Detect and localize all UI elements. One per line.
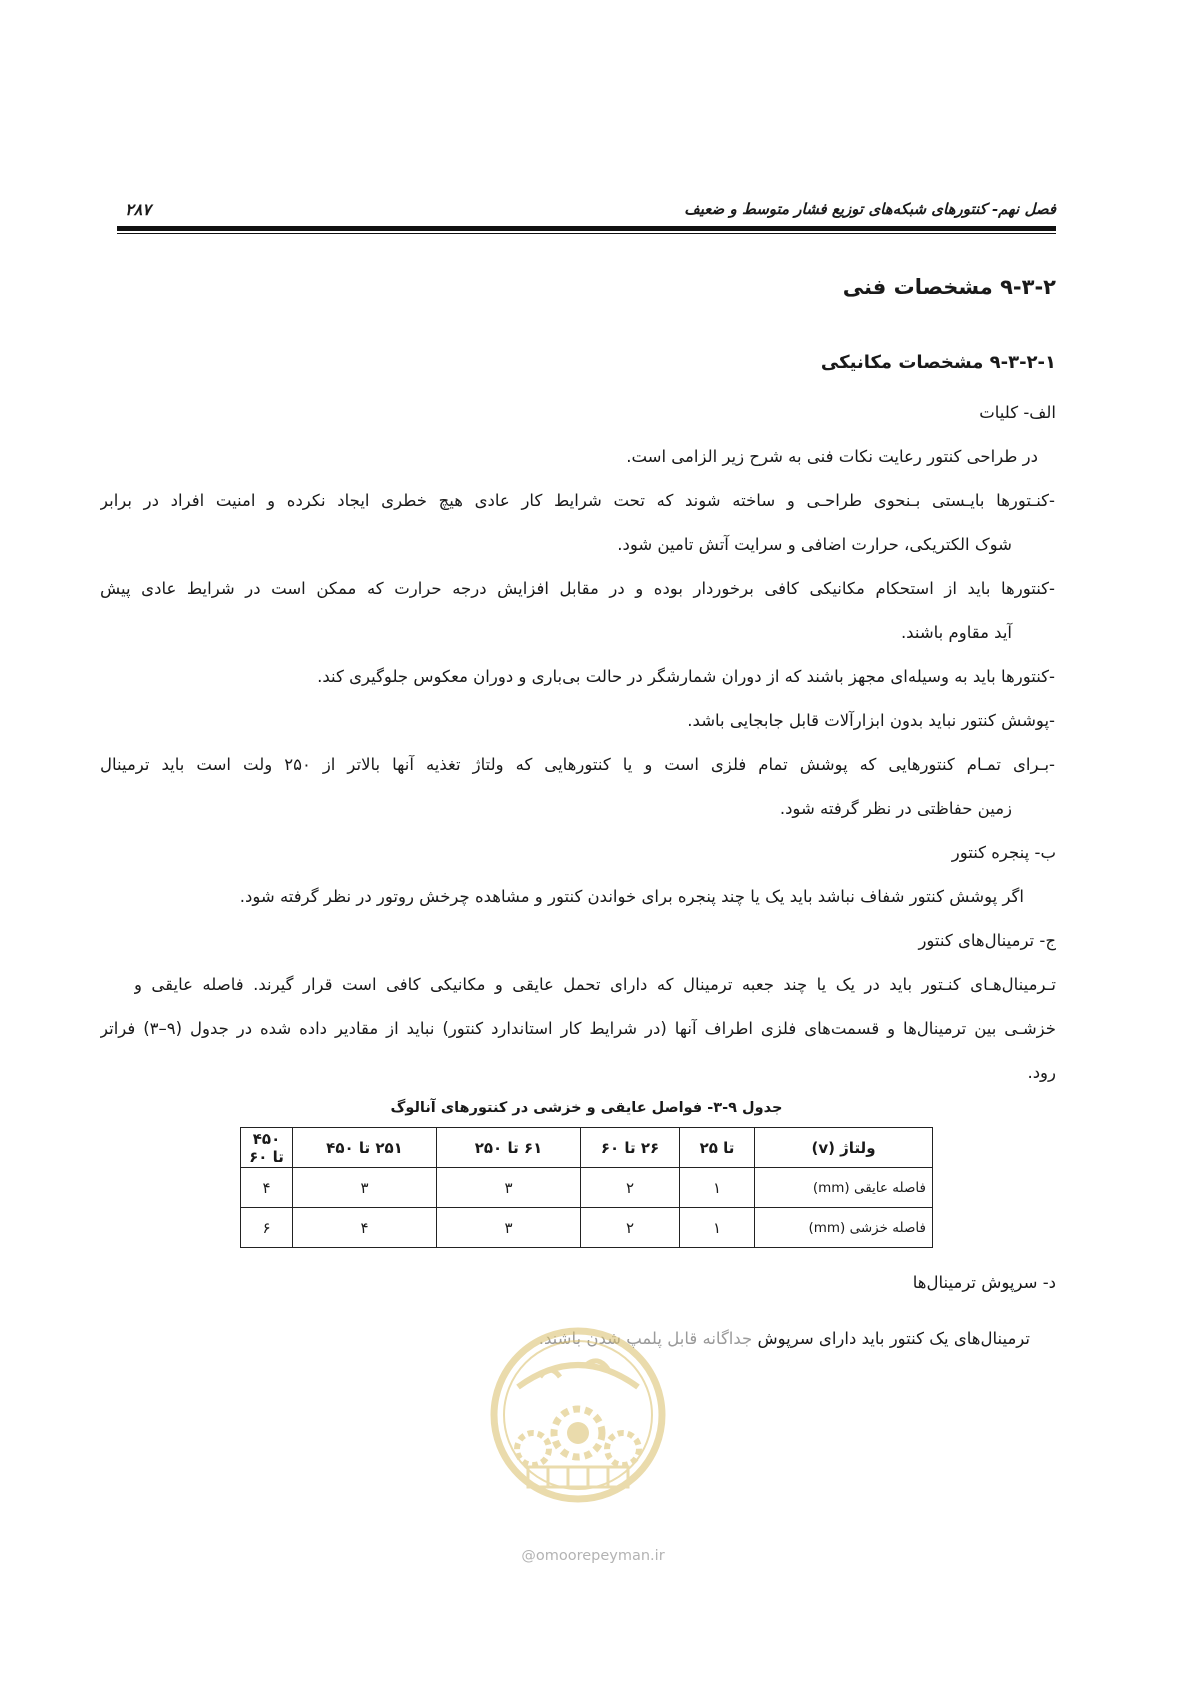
table-row-label: فاصله عایقی (mm)	[755, 1168, 933, 1208]
bullet-2-line-1: -کنتورها باید از استحکام مکانیکی کافی برخوردار بوده و در مقابل افزایش درجه حرارت که ممکن است در شرایط عادی پیش	[100, 579, 1055, 598]
table-header-cell: ولتاژ (v)	[755, 1128, 933, 1168]
watermark-site: @omoorepeyman.ir	[521, 1548, 665, 1564]
table-caption: جدول ۹-۳- فواصل عایقی و خزشی در کنتورهای آنالوگ	[390, 1100, 783, 1116]
table-cell: ۳	[293, 1168, 437, 1208]
clearance-table	[240, 1127, 933, 1248]
table-row	[241, 1208, 933, 1248]
part-c-title: ج- ترمینال‌های کنتور	[918, 931, 1056, 950]
bullet-1-line-2: شوک الکتریکی، حرارت اضافی و سرایت آتش تامین شود.	[617, 535, 1012, 554]
header-rule-thin	[117, 233, 1056, 234]
table-cell: ۴	[293, 1208, 437, 1248]
bullet-5-line-2: زمین حفاظتی در نظر گرفته شود.	[779, 799, 1012, 818]
table-row-label: فاصله خزشی (mm)	[755, 1208, 933, 1248]
section-heading: ۹-۳-۲ مشخصات فنی	[842, 275, 1056, 299]
part-a-title: الف- کلیات	[979, 403, 1056, 422]
chapter-title: فصل نهم- کنتورهای شبکه‌های توزیع فشار متوسط و ضعیف	[684, 200, 1056, 218]
page-number: ۲۸۷	[125, 200, 151, 219]
table-cell: ۳	[437, 1168, 581, 1208]
part-c-line-1: تـرمینال‌هـای کنـتور باید در یک یا چند جعبه ترمینال که دارای تحمل عایقی و مکانیکی کافی است قرار گیرند. فاصله عایقی و	[134, 975, 1056, 994]
bullet-2-line-2: آید مقاوم باشند.	[900, 623, 1012, 642]
table-cell: ۶	[241, 1208, 293, 1248]
part-d-title: د- سرپوش ترمینال‌ها	[912, 1273, 1056, 1292]
table-header-cell: ۶۱ تا ۲۵۰	[437, 1128, 581, 1168]
table-header-cell: ۴۵۰ تا ۶۰	[241, 1128, 293, 1168]
bullet-1-line-1: -کنـتورها بایـستی بـنحوی طراحـی و ساخته شوند که تحت شرایط کار عادی هیچ خطری ایجاد نکرده و امنیت افراد در برابر	[100, 491, 1055, 510]
subsection-heading: ۹-۳-۲-۱ مشخصات مکانیکی	[820, 352, 1056, 373]
part-b-text: اگر پوشش کنتور شفاف نباشد باید یک یا چند پنجره برای خواندن کنتور و مشاهده چرخش روتور در نظر گرفته شود.	[239, 887, 1024, 906]
bullet-4: -پوشش کنتور نباید بدون ابزارآلات قابل جابجایی باشد.	[687, 711, 1055, 730]
table-header-cell: ۲۵۱ تا ۴۵۰	[293, 1128, 437, 1168]
table-cell: ۳	[437, 1208, 581, 1248]
part-a-intro: در طراحی کنتور رعایت نکات فنی به شرح زیر الزامی است.	[626, 447, 1038, 466]
table-header-cell: ۲۶ تا ۶۰	[581, 1128, 680, 1168]
table-header-row	[241, 1128, 933, 1168]
watermark-logo-icon	[488, 1325, 668, 1505]
page-header	[117, 200, 1056, 222]
table-cell: ۲	[581, 1168, 680, 1208]
table-cell: ۱	[680, 1168, 755, 1208]
bullet-5-line-1: -بـرای تمـام کنتورهایی که پوشش تمام فلزی است و یا کنتورهایی که ولتاژ تغذیه آنها بالاتر از ۲۵۰ ولت است باید ترمینال	[100, 755, 1055, 774]
part-b-title: ب- پنجره کنتور	[951, 843, 1056, 862]
header-rule-thick	[117, 226, 1056, 231]
part-c-line-3: رود.	[1027, 1063, 1056, 1082]
part-d-text-faded: جداگانه قابل پلمپ شدن باشند.	[538, 1329, 753, 1348]
table-cell: ۴	[241, 1168, 293, 1208]
table-cell: ۱	[680, 1208, 755, 1248]
bullet-3: -کنتورها باید به وسیله‌ای مجهز باشند که از دوران شمارشگر در حالت بی‌باری و دوران معکوس جلوگیری کند.	[317, 667, 1055, 686]
part-d-text-dark: ترمینال‌های یک کنتور باید دارای سرپوش	[752, 1329, 1030, 1348]
part-c-line-2: خزشـی بین ترمینال‌ها و قسمت‌های فلزی اطراف آنها (در شرایط کار استاندارد کنتور) نباید از مقادیر داده شده در جدول (۹–۳) فراتر	[100, 1019, 1056, 1038]
table-header-cell: تا ۲۵	[680, 1128, 755, 1168]
table-cell: ۲	[581, 1208, 680, 1248]
table-row	[241, 1168, 933, 1208]
